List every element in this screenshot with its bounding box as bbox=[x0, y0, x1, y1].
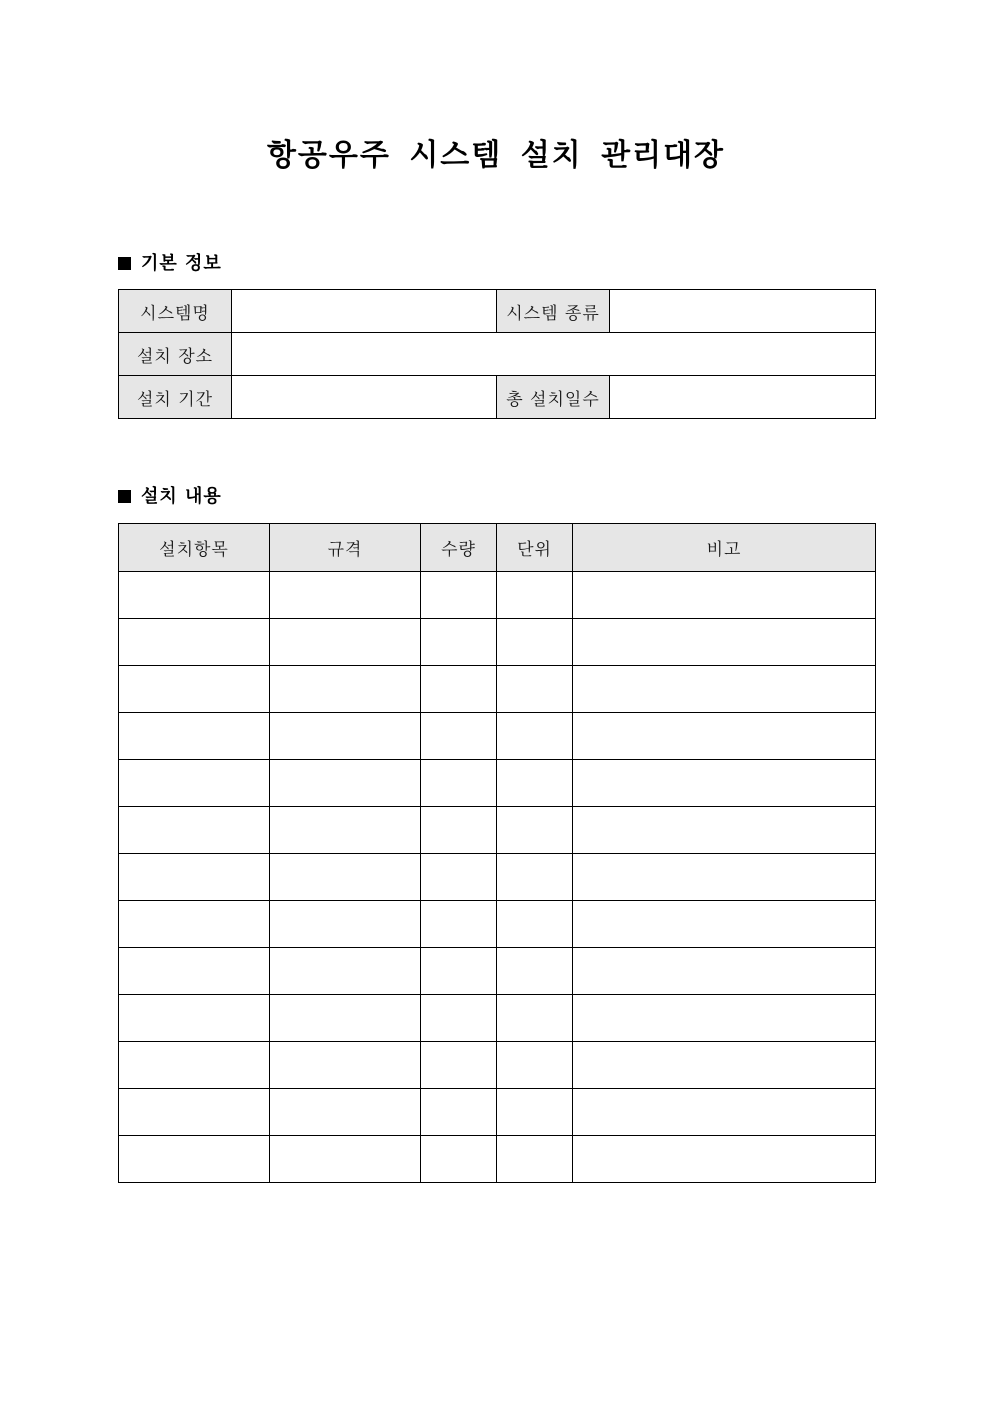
spec-cell[interactable] bbox=[270, 666, 421, 713]
system-type-field[interactable] bbox=[610, 290, 876, 333]
item-cell[interactable] bbox=[119, 760, 270, 807]
spec-cell[interactable] bbox=[270, 995, 421, 1042]
table-row bbox=[119, 807, 876, 854]
column-header-item: 설치항목 bbox=[119, 524, 270, 572]
system-name-label: 시스템명 bbox=[119, 290, 232, 333]
item-cell[interactable] bbox=[119, 1042, 270, 1089]
quantity-cell[interactable] bbox=[421, 901, 497, 948]
remarks-cell[interactable] bbox=[573, 995, 876, 1042]
unit-cell[interactable] bbox=[497, 1042, 573, 1089]
install-period-field[interactable] bbox=[232, 376, 497, 419]
remarks-cell[interactable] bbox=[573, 948, 876, 995]
item-cell[interactable] bbox=[119, 1089, 270, 1136]
column-header-remarks: 비고 bbox=[573, 524, 876, 572]
remarks-cell[interactable] bbox=[573, 760, 876, 807]
remarks-cell[interactable] bbox=[573, 619, 876, 666]
install-content-table bbox=[118, 523, 876, 1183]
table-row bbox=[119, 333, 876, 376]
remarks-cell[interactable] bbox=[573, 1089, 876, 1136]
quantity-cell[interactable] bbox=[421, 666, 497, 713]
item-cell[interactable] bbox=[119, 619, 270, 666]
remarks-cell[interactable] bbox=[573, 854, 876, 901]
table-row bbox=[119, 376, 876, 419]
item-cell[interactable] bbox=[119, 854, 270, 901]
spec-cell[interactable] bbox=[270, 901, 421, 948]
table-row bbox=[119, 1089, 876, 1136]
remarks-cell[interactable] bbox=[573, 807, 876, 854]
unit-cell[interactable] bbox=[497, 807, 573, 854]
unit-cell[interactable] bbox=[497, 666, 573, 713]
item-cell[interactable] bbox=[119, 1136, 270, 1183]
table-row bbox=[119, 854, 876, 901]
square-bullet-icon bbox=[118, 490, 131, 503]
item-cell[interactable] bbox=[119, 901, 270, 948]
unit-cell[interactable] bbox=[497, 854, 573, 901]
quantity-cell[interactable] bbox=[421, 713, 497, 760]
item-cell[interactable] bbox=[119, 807, 270, 854]
table-row bbox=[119, 1136, 876, 1183]
item-cell[interactable] bbox=[119, 995, 270, 1042]
table-row bbox=[119, 1042, 876, 1089]
quantity-cell[interactable] bbox=[421, 619, 497, 666]
square-bullet-icon bbox=[118, 257, 131, 270]
section-heading-text: 설치 내용 bbox=[141, 486, 222, 507]
remarks-cell[interactable] bbox=[573, 572, 876, 619]
spec-cell[interactable] bbox=[270, 948, 421, 995]
quantity-cell[interactable] bbox=[421, 760, 497, 807]
basic-info-table bbox=[118, 289, 876, 419]
quantity-cell[interactable] bbox=[421, 854, 497, 901]
column-header-spec: 규격 bbox=[270, 524, 421, 572]
section-heading-text: 기본 정보 bbox=[141, 253, 222, 274]
column-header-unit: 단위 bbox=[497, 524, 573, 572]
spec-cell[interactable] bbox=[270, 1042, 421, 1089]
remarks-cell[interactable] bbox=[573, 1136, 876, 1183]
remarks-cell[interactable] bbox=[573, 666, 876, 713]
spec-cell[interactable] bbox=[270, 854, 421, 901]
quantity-cell[interactable] bbox=[421, 995, 497, 1042]
table-row bbox=[119, 619, 876, 666]
unit-cell[interactable] bbox=[497, 995, 573, 1042]
spec-cell[interactable] bbox=[270, 713, 421, 760]
remarks-cell[interactable] bbox=[573, 713, 876, 760]
item-cell[interactable] bbox=[119, 666, 270, 713]
quantity-cell[interactable] bbox=[421, 948, 497, 995]
spec-cell[interactable] bbox=[270, 572, 421, 619]
system-type-label: 시스템 종류 bbox=[497, 290, 610, 333]
total-days-field[interactable] bbox=[610, 376, 876, 419]
table-header-row bbox=[119, 524, 876, 572]
table-row bbox=[119, 713, 876, 760]
install-period-label: 설치 기간 bbox=[119, 376, 232, 419]
quantity-cell[interactable] bbox=[421, 572, 497, 619]
remarks-cell[interactable] bbox=[573, 901, 876, 948]
quantity-cell[interactable] bbox=[421, 807, 497, 854]
remarks-cell[interactable] bbox=[573, 1042, 876, 1089]
system-name-field[interactable] bbox=[232, 290, 497, 333]
spec-cell[interactable] bbox=[270, 619, 421, 666]
item-cell[interactable] bbox=[119, 572, 270, 619]
item-cell[interactable] bbox=[119, 948, 270, 995]
spec-cell[interactable] bbox=[270, 760, 421, 807]
item-cell[interactable] bbox=[119, 713, 270, 760]
unit-cell[interactable] bbox=[497, 901, 573, 948]
install-location-field[interactable] bbox=[232, 333, 876, 376]
section-heading-basic-info bbox=[118, 252, 222, 276]
unit-cell[interactable] bbox=[497, 1089, 573, 1136]
table-row bbox=[119, 995, 876, 1042]
unit-cell[interactable] bbox=[497, 1136, 573, 1183]
unit-cell[interactable] bbox=[497, 760, 573, 807]
table-row bbox=[119, 290, 876, 333]
spec-cell[interactable] bbox=[270, 1136, 421, 1183]
quantity-cell[interactable] bbox=[421, 1089, 497, 1136]
install-content-rows bbox=[119, 572, 876, 1183]
section-heading-install-content bbox=[118, 485, 222, 509]
unit-cell[interactable] bbox=[497, 713, 573, 760]
table-row bbox=[119, 572, 876, 619]
install-location-label: 설치 장소 bbox=[119, 333, 232, 376]
total-days-label: 총 설치일수 bbox=[497, 376, 610, 419]
table-row bbox=[119, 666, 876, 713]
unit-cell[interactable] bbox=[497, 619, 573, 666]
spec-cell[interactable] bbox=[270, 807, 421, 854]
page-title: 항공우주 시스템 설치 관리대장 bbox=[266, 138, 726, 173]
table-row bbox=[119, 901, 876, 948]
table-row bbox=[119, 760, 876, 807]
unit-cell[interactable] bbox=[497, 572, 573, 619]
column-header-quantity: 수량 bbox=[421, 524, 497, 572]
quantity-cell[interactable] bbox=[421, 1136, 497, 1183]
quantity-cell[interactable] bbox=[421, 1042, 497, 1089]
table-row bbox=[119, 948, 876, 995]
unit-cell[interactable] bbox=[497, 948, 573, 995]
spec-cell[interactable] bbox=[270, 1089, 421, 1136]
